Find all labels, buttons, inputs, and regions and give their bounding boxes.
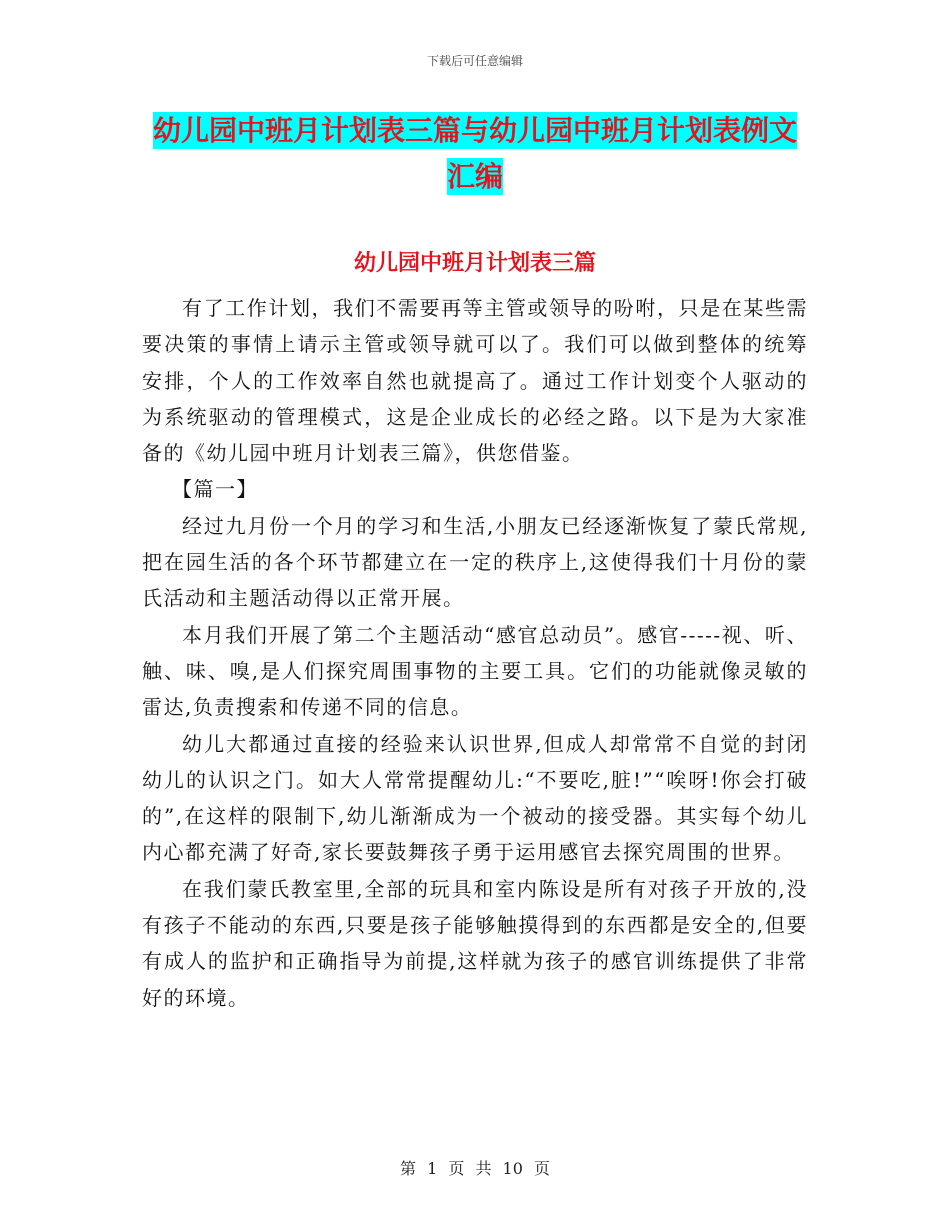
header-note: 下载后可任意编辑	[426, 54, 523, 68]
document-title-line2: 汇编	[446, 160, 503, 193]
document-title-line1: 幼儿园中班月计划表三篇与幼儿园中班月计划表例文	[152, 114, 797, 147]
part-one-label: 【篇一】	[172, 477, 258, 502]
body-paragraph: 在我们蒙氏教室里,全部的玩具和室内陈设是所有对孩子开放的,没有孩子不能动的东西,只要是孩子能够触摸得到的东西都是安全的,但要有成人的监护和正确指导为前提,这样就为孩子的感官训练提供了非常好的环境。	[142, 876, 808, 1010]
document-body	[142, 290, 808, 1016]
document-title	[0, 108, 950, 200]
body-paragraph: 幼儿大都通过直接的经验来认识世界,但成人却常常不自觉的封闭幼儿的认识之门。如大人常常提醒幼儿:“不要吃,脏!”“唉呀!你会打破的”,在这样的限制下,幼儿渐渐成为一个被动的接受器。其实每个幼儿内心都充满了好奇,家长要鼓舞孩子勇于运用感官去探究周围的世界。	[142, 731, 808, 865]
intro-paragraph: 有了工作计划，我们不需要再等主管或领导的吩咐，只是在某些需要决策的事情上请示主管或领导就可以了。我们可以做到整体的统筹安排，个人的工作效率自然也就提高了。通过工作计划变个人驱动的为系统驱动的管理模式，这是企业成长的必经之路。以下是为大家准备的《幼儿园中班月计划表三篇》，供您借鉴。	[142, 296, 808, 466]
section-title: 幼儿园中班月计划表三篇	[353, 251, 596, 276]
body-paragraph: 本月我们开展了第二个主题活动“感官总动员”。感官-----视、听、触、味、嗅,是人们探究周围事物的主要工具。它们的功能就像灵敏的雷达,负责搜索和传递不同的信息。	[142, 622, 808, 720]
page-footer: 第 1 页 共 10 页	[400, 1159, 550, 1178]
body-paragraph: 经过九月份一个月的学习和生活,小朋友已经逐渐恢复了蒙氏常规,把在园生活的各个环节都建立在一定的秩序上,这使得我们十月份的蒙氏活动和主题活动得以正常开展。	[142, 513, 808, 611]
